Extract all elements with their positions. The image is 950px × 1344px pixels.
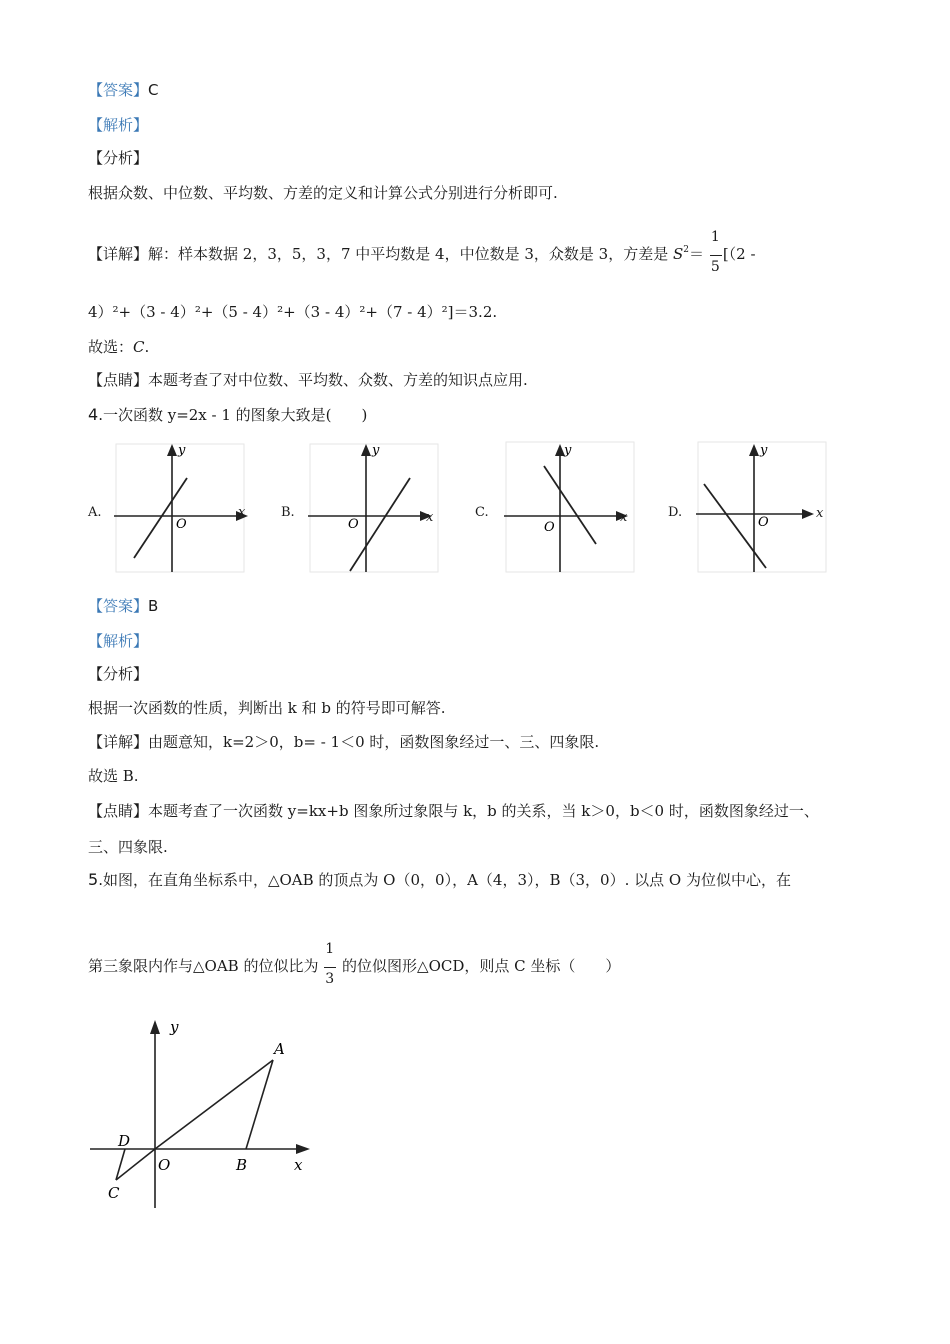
option-d-graph (694, 438, 834, 575)
option-a-label: A. (88, 505, 102, 520)
choose-value: C (133, 338, 145, 356)
q5-stem-line1 (88, 870, 791, 890)
q4-number: 4 (88, 405, 99, 424)
q4-fenxi-text: 根据一次函数的性质，判断出 k 和 b 的符号即可解答. (88, 699, 446, 717)
origin-label: O (544, 520, 555, 535)
option-c-label: C. (475, 505, 489, 520)
q3-choose-line (88, 337, 149, 357)
q3-dianjing-line (88, 370, 528, 390)
option-a-xlabel: x (238, 505, 246, 520)
choose-prefix: 故选： (88, 338, 134, 356)
origin-label: O (348, 517, 359, 532)
equals: ＝ (689, 245, 705, 263)
option-b-xlabel: x (426, 510, 434, 525)
dianjing-text: 本题考查了对中位数、平均数、众数、方差的知识点应用. (148, 371, 528, 389)
x-label: x (294, 1156, 303, 1174)
q4-stem (88, 405, 367, 425)
q3-detail-line2: 4）²+（3 - 4）²+（5 - 4）²+（3 - 4）²+（7 - 4）²]＝3.2. (88, 303, 498, 321)
segment-oa (155, 1060, 273, 1149)
q4-fenxi-tag: 【分析】 (88, 665, 149, 683)
frac-denominator: 5 (710, 259, 720, 275)
y-label: y (178, 443, 186, 458)
point-a-label: A (274, 1040, 285, 1058)
graph-line (350, 478, 410, 571)
point-c-label: C (108, 1184, 120, 1202)
origin-label: O (758, 515, 769, 530)
option-b-label: B. (281, 505, 295, 520)
q5-number: 5 (88, 870, 99, 889)
answer-value: B (148, 597, 159, 615)
segment-ab (246, 1060, 273, 1149)
answer-tag: 【答案】 (88, 81, 149, 99)
answer-value: C (148, 81, 159, 99)
q5-stem2-pre: 第三象限内作与△OAB 的位似比为 (88, 957, 319, 975)
fraction-one-fifth (709, 229, 723, 275)
segment-cd (116, 1149, 125, 1180)
option-c-xlabel: x (620, 510, 628, 525)
q5-stem-line2 (88, 941, 621, 987)
dianjing-tag: 【点睛】 (88, 371, 149, 389)
detail-tail: [（2 - (722, 245, 756, 263)
y-label: y (760, 443, 768, 458)
option-a-graph (112, 440, 252, 575)
segment-oc (116, 1149, 155, 1180)
q4-dianjing-line (88, 801, 819, 821)
q5-figure (86, 1012, 326, 1217)
graph-line (704, 484, 766, 568)
q4-stem-text: .一次函数 y=2x - 1 的图象大致是( ) (98, 406, 368, 424)
option-c-graph (502, 438, 642, 575)
y-label: y (372, 443, 380, 458)
y-label: y (170, 1018, 179, 1036)
detail-tag: 【详解】 (88, 245, 149, 263)
q4-dianjing-line2: 三、四象限. (88, 838, 168, 856)
q3-fenxi-text: 根据众数、中位数、平均数、方差的定义和计算公式分别进行分析即可. (88, 184, 558, 202)
answer-tag: 【答案】 (88, 597, 149, 615)
q3-fenxi-tag: 【分析】 (88, 149, 149, 167)
dianjing-text: 本题考查了一次函数 y=kx+b 图象所过象限与 k，b 的关系，当 k＞0，b＜0 时，函数图象经过一、 (148, 802, 819, 820)
q4-answer-line (88, 596, 158, 616)
variance-symbol: S (673, 245, 684, 263)
q3-answer-line (88, 80, 159, 100)
detail-tag: 【详解】 (88, 733, 149, 751)
point-d-label: D (118, 1132, 131, 1150)
frac-denominator: 3 (325, 971, 335, 987)
q4-detail-line (88, 732, 599, 752)
q5-stem2-post: 的位似图形△OCD，则点 C 坐标（ ） (342, 957, 621, 975)
q4-choose-line: 故选 B. (88, 767, 139, 785)
option-d-label: D. (668, 505, 683, 520)
choose-suffix: . (144, 338, 150, 356)
q4-analysis-tag: 【解析】 (88, 632, 149, 650)
point-b-label: B (236, 1156, 248, 1174)
dianjing-tag: 【点睛】 (88, 802, 149, 820)
q3-analysis-tag: 【解析】 (88, 116, 149, 134)
origin-label: O (158, 1156, 171, 1174)
option-b-graph (306, 440, 446, 575)
frac-numerator: 1 (325, 941, 335, 957)
option-d-xlabel: x (816, 506, 824, 521)
y-label: y (564, 443, 572, 458)
q5-stem1: .如图，在直角坐标系中，△OAB 的顶点为 O（0，0），A（4，3），B（3，0）. 以点 O 为位似中心，在 (98, 871, 791, 889)
detail-text: 解：样本数据 2，3，5，3，7 中平均数是 4，中位数是 3，众数是 3，方差是 (148, 245, 669, 263)
fraction-one-third (323, 941, 337, 987)
q3-detail-line: 【详解】解：样本数据 2，3，5，3，7 中平均数是 4，中位数是 3，众数是 3，方差是 $S^2=$ $\frac{1}{5}$ [（2 - (88, 229, 756, 275)
frac-numerator: 1 (710, 229, 720, 245)
origin-label: O (176, 517, 187, 532)
detail-text: 由题意知，k=2＞0，b= - 1＜0 时，函数图象经过一、三、四象限. (148, 733, 600, 751)
